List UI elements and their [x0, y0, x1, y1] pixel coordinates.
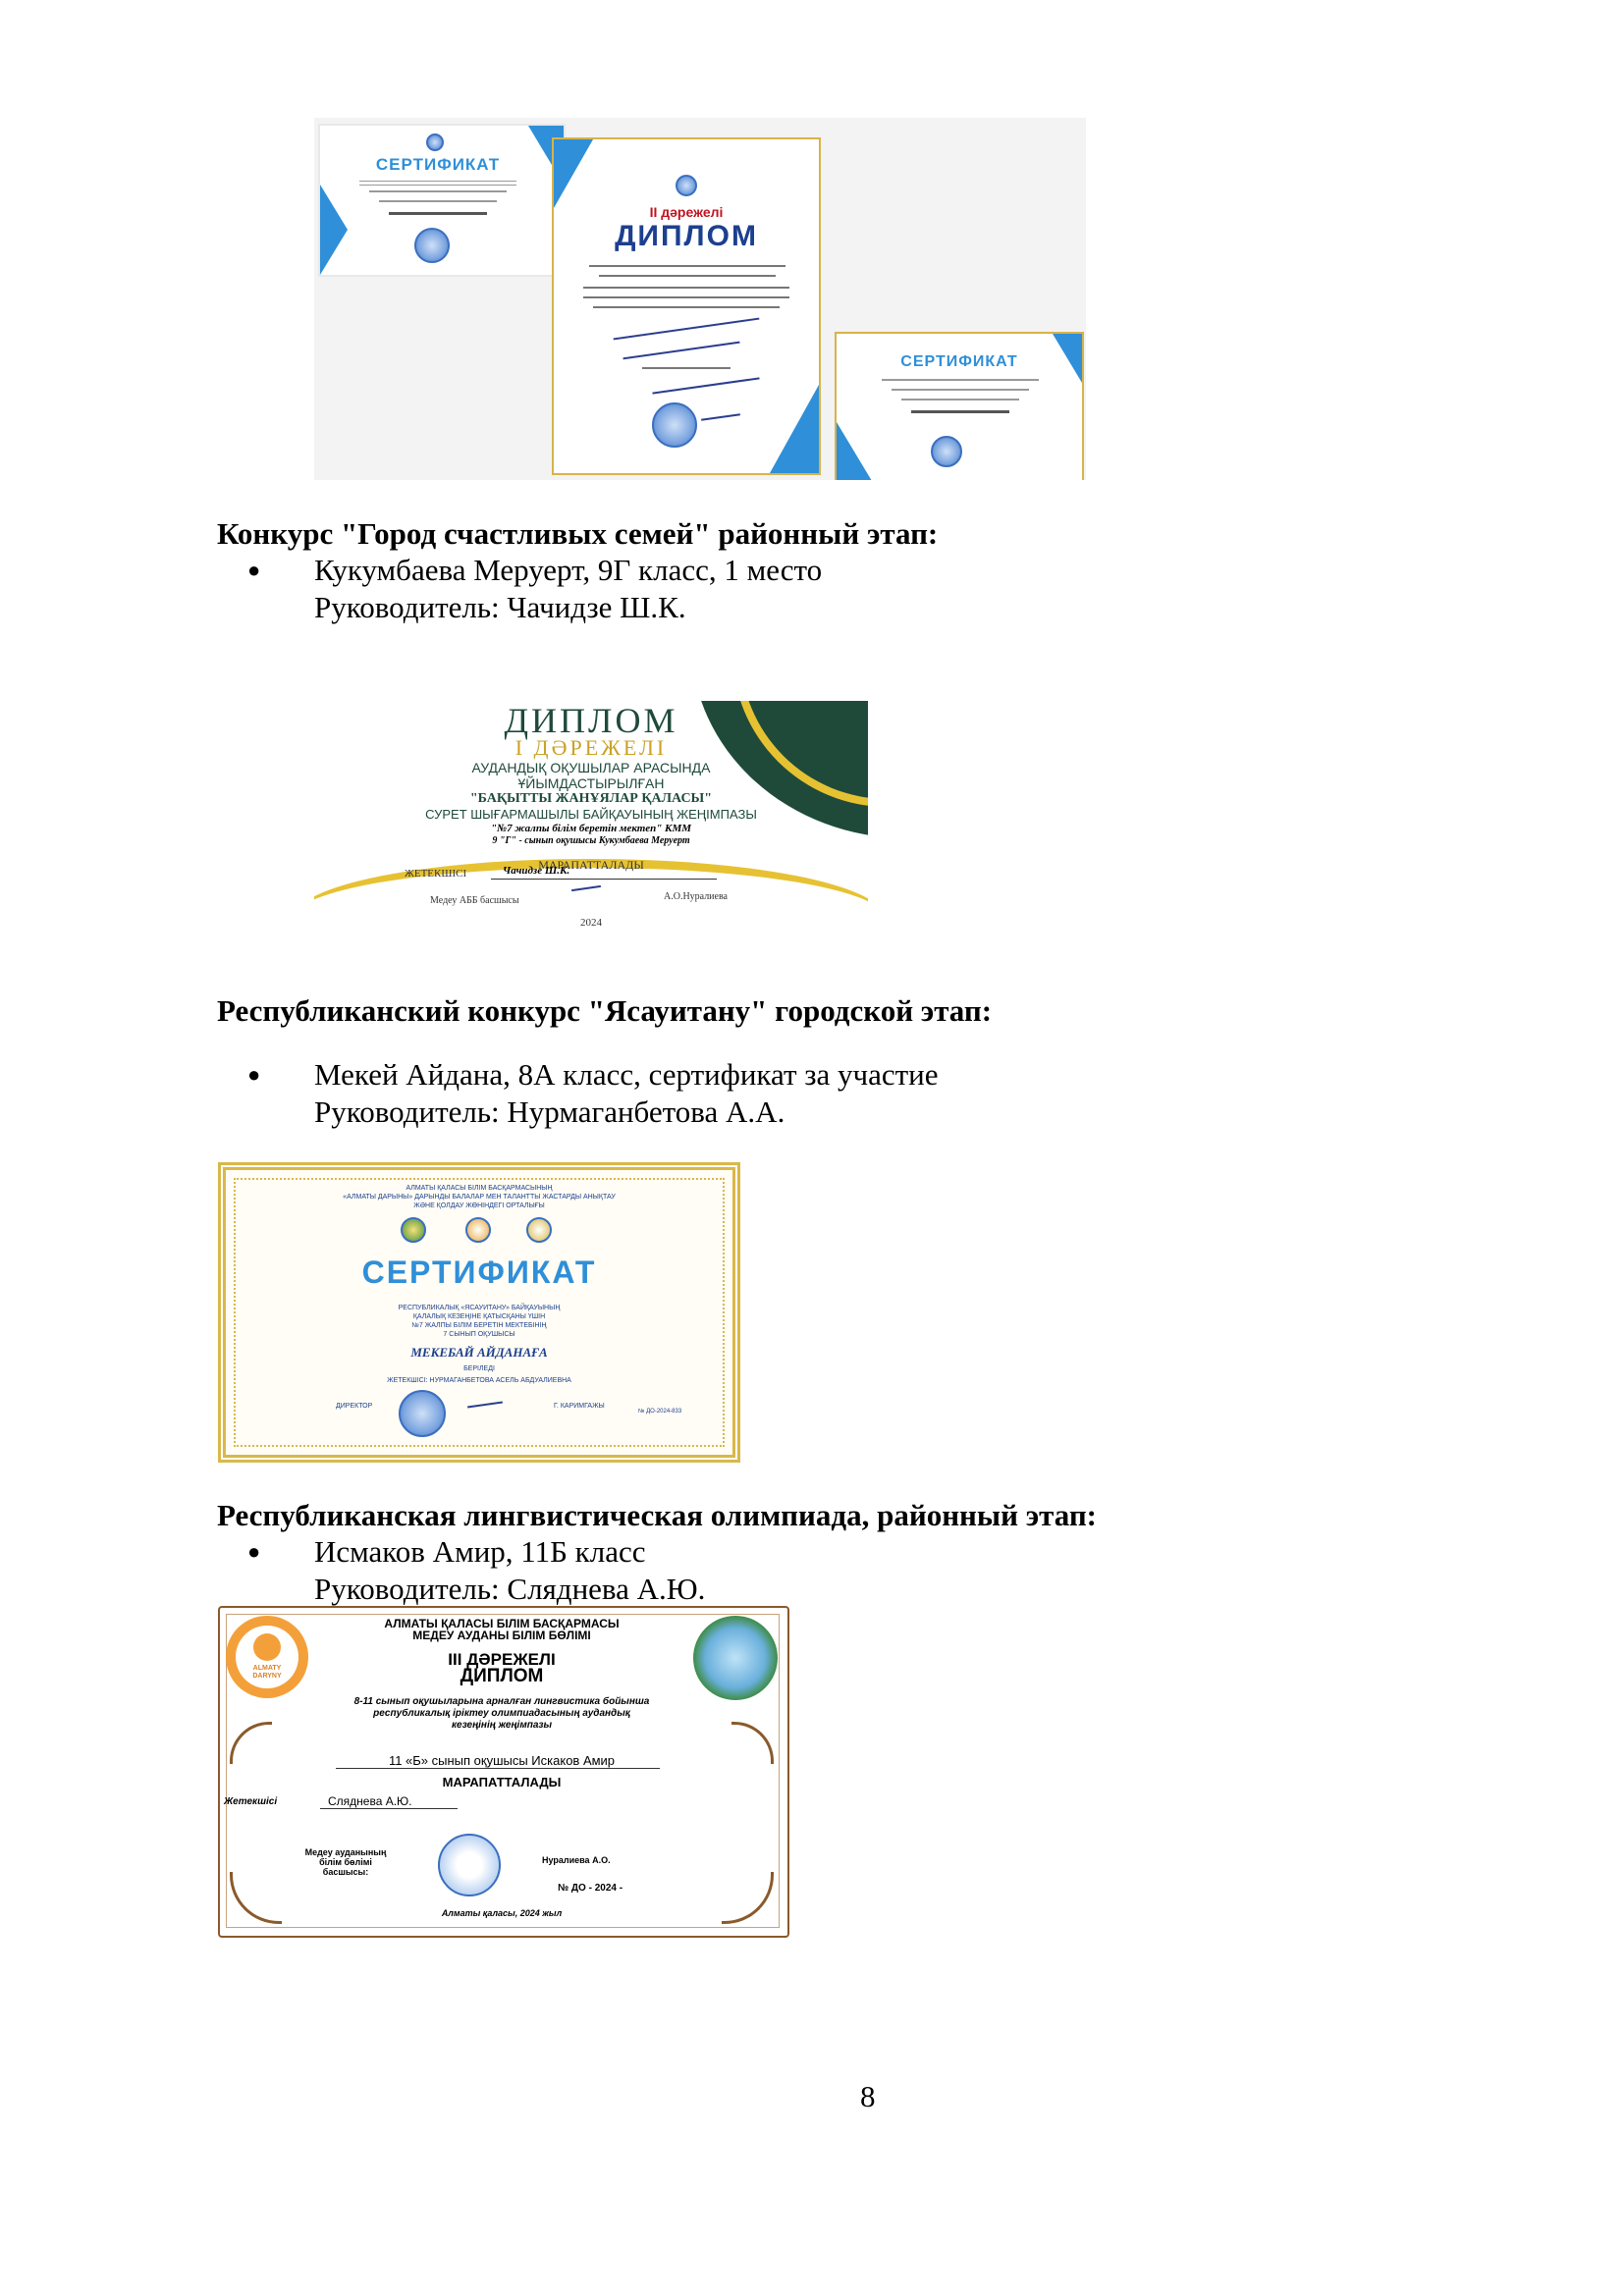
family-diploma-line1: АУДАНДЫҚ ОҚУШЫЛАР АРАСЫНДА [471, 760, 711, 775]
olympiad-head2: білім бөлімі [319, 1857, 372, 1867]
olympiad-footer: Алматы қаласы, 2024 жыл [441, 1908, 563, 1918]
olympiad-text1: 8-11 сынып оқушыларына арналған лингвистика бойынша [353, 1696, 650, 1707]
olympiad-student: 11 «Б» сынып оқушысы Искаков Амир [388, 1753, 616, 1768]
family-diploma-mentor-name: Чачидзе Ш.К. [503, 865, 570, 877]
yasaui-header1: АЛМАТЫ ҚАЛАСЫ БІЛІМ БАСҚАРМАСЫНЫҢ [406, 1185, 553, 1192]
family-diploma-title: ДИПЛОМ [504, 701, 678, 740]
olympiad-header1: АЛМАТЫ ҚАЛАСЫ БІЛІМ БАСҚАРМАСЫ [384, 1617, 620, 1630]
yasaui-number: № ДО-2024-833 [638, 1409, 682, 1415]
section-3-item-line1: Исмаков Амир, 11Б класс [314, 1534, 646, 1569]
diploma-degree: II дәрежелі [649, 204, 724, 220]
family-diploma-line2: ҰЙЫМДАСТЫРЫЛҒАН [517, 775, 665, 791]
family-diploma-year: 2024 [580, 917, 602, 929]
diploma-ii-degree [552, 137, 821, 475]
yasaui-text3: №7 ЖАЛПЫ БІЛІМ БЕРЕТІН МЕКТЕБІНІҢ [411, 1322, 547, 1329]
section-3-heading: Республиканская лингвистическая олимпиада, районный этап: [217, 1498, 1098, 1532]
section-1-item-line1: Кукумбаева Меруерт, 9Г класс, 1 место [314, 553, 823, 587]
yasaui-director-name: Г. КАРИМГАЖЫ [554, 1403, 605, 1410]
olympiad-head3: басшысы: [322, 1867, 369, 1877]
olympiad-degree: III ДӘРЕЖЕЛІ [448, 1650, 556, 1669]
olympiad-text2: республикалық іріктеу олимпиадасының аудандық [373, 1708, 630, 1719]
bullet-icon: ● [247, 558, 261, 582]
olympiad-text3: кезеңінің жеңімпазы [451, 1720, 553, 1731]
family-diploma-line4: СУРЕТ ШЫҒАРМАШЫЛЫ БАЙҚАУЫНЫҢ ЖЕҢІМПАЗЫ [425, 807, 757, 822]
yasaui-header2: «АЛМАТЫ ДАРЫНЫ» ДАРЫНДЫ БАЛАЛАР МЕН ТАЛАНТТЫ ЖАСТАРДЫ АНЫҚТАУ [343, 1194, 616, 1201]
olympiad-head-name: Нуралиева А.О. [542, 1855, 611, 1865]
section-2-heading: Республиканский конкурс "Ясауитану" городской этап: [217, 993, 993, 1028]
certificates-collage-image [314, 118, 1086, 480]
olympiad-header2: МЕДЕУ АУДАНЫ БІЛІМ БӨЛІМІ [412, 1629, 591, 1642]
certificate-2 [835, 332, 1084, 480]
yasaui-given: БЕРІЛЕДІ [463, 1365, 495, 1372]
certificate-2-title: СЕРТИФИКАТ [900, 353, 1018, 370]
yasaui-certificate-image [218, 1162, 740, 1463]
section-1-item-line2: Руководитель: Чачидзе Ш.К. [314, 590, 686, 624]
logo-icon [465, 1217, 491, 1243]
bullet-icon: ● [247, 1062, 261, 1087]
family-diploma-head-label: Медеу АББ басшысы [430, 895, 519, 906]
certificate-1 [318, 124, 566, 277]
logo-text1: ALMATY [252, 1665, 282, 1672]
section-2-item-line2: Руководитель: Нурмаганбетова А.А. [314, 1095, 785, 1129]
yasaui-title: СЕРТИФИКАТ [361, 1255, 597, 1290]
yasaui-text4: 7 СЫНЫП ОҚУШЫСЫ [443, 1331, 515, 1338]
section-2-item-line1: Мекей Айдана, 8А класс, сертификат за участие [314, 1057, 939, 1092]
olympiad-mentor-name: Сляднева А.Ю. [328, 1794, 412, 1808]
certificate-1-title: СЕРТИФИКАТ [375, 155, 501, 174]
yasaui-text2: ҚАЛАЛЫҚ КЕЗЕҢІНЕ ҚАТЫСҚАНЫ ҮШІН [412, 1313, 546, 1320]
olympiad-title: ДИПЛОМ [460, 1666, 544, 1686]
family-diploma-awarded: МАРАПАТТАЛАДЫ [538, 858, 644, 872]
family-diploma-line6: 9 "Г" - сынып оқушысы Кукумбаева Меруерт [492, 835, 690, 846]
olympiad-diploma-image [218, 1606, 791, 1940]
family-diploma-mentor-label: ЖЕТЕКШІСІ [405, 868, 467, 880]
family-diploma-degree: І ДӘРЕЖЕЛІ [514, 735, 668, 760]
family-diploma-image [314, 701, 868, 956]
logo-icon [401, 1217, 426, 1243]
bullet-icon: ● [247, 1539, 261, 1564]
yasaui-director-label: ДИРЕКТОР [336, 1403, 373, 1410]
stamp-icon [399, 1390, 446, 1437]
yasaui-header3: ЖӘНЕ ҚОЛДАУ ЖӨНІНДЕГІ ОРТАЛЫҒЫ [413, 1202, 545, 1209]
olympiad-mentor-label: Жетекшісі [224, 1796, 278, 1807]
section-1-heading: Конкурс "Город счастливых семей" районный этап: [217, 516, 939, 551]
logo-text2: DARYNY [252, 1673, 282, 1680]
yasaui-text1: РЕСПУБЛИКАЛЫҚ «ЯСАУИТАНУ» БАЙҚАУЫНЫҢ [398, 1305, 561, 1311]
olympiad-number: № ДО - 2024 - [558, 1883, 623, 1894]
family-diploma-head-name: А.О.Нуралиева [664, 891, 728, 902]
diploma-title: ДИПЛОМ [615, 220, 758, 252]
family-diploma-line3: "БАҚЫТТЫ ЖАНҰЯЛАР ҚАЛАСЫ" [469, 791, 713, 806]
section-3-item-line2: Руководитель: Сляднева А.Ю. [314, 1572, 706, 1606]
olympiad-head1: Медеу ауданының [304, 1847, 387, 1857]
yasaui-name: МЕКЕБАЙ АЙДАНАҒА [410, 1345, 548, 1360]
page-number: 8 [860, 2079, 876, 2113]
yasaui-mentor: ЖЕТЕКШІСІ: НУРМАГАНБЕТОВА АСЕЛЬ АБДУАЛИЕВНА [387, 1377, 571, 1384]
family-diploma-line5: "№7 жалпы білім беретін мектеп" КММ [490, 823, 692, 834]
logo-icon [526, 1217, 552, 1243]
olympiad-awarded: МАРАПАТТАЛАДЫ [442, 1775, 562, 1789]
stamp-icon [438, 1834, 501, 1896]
